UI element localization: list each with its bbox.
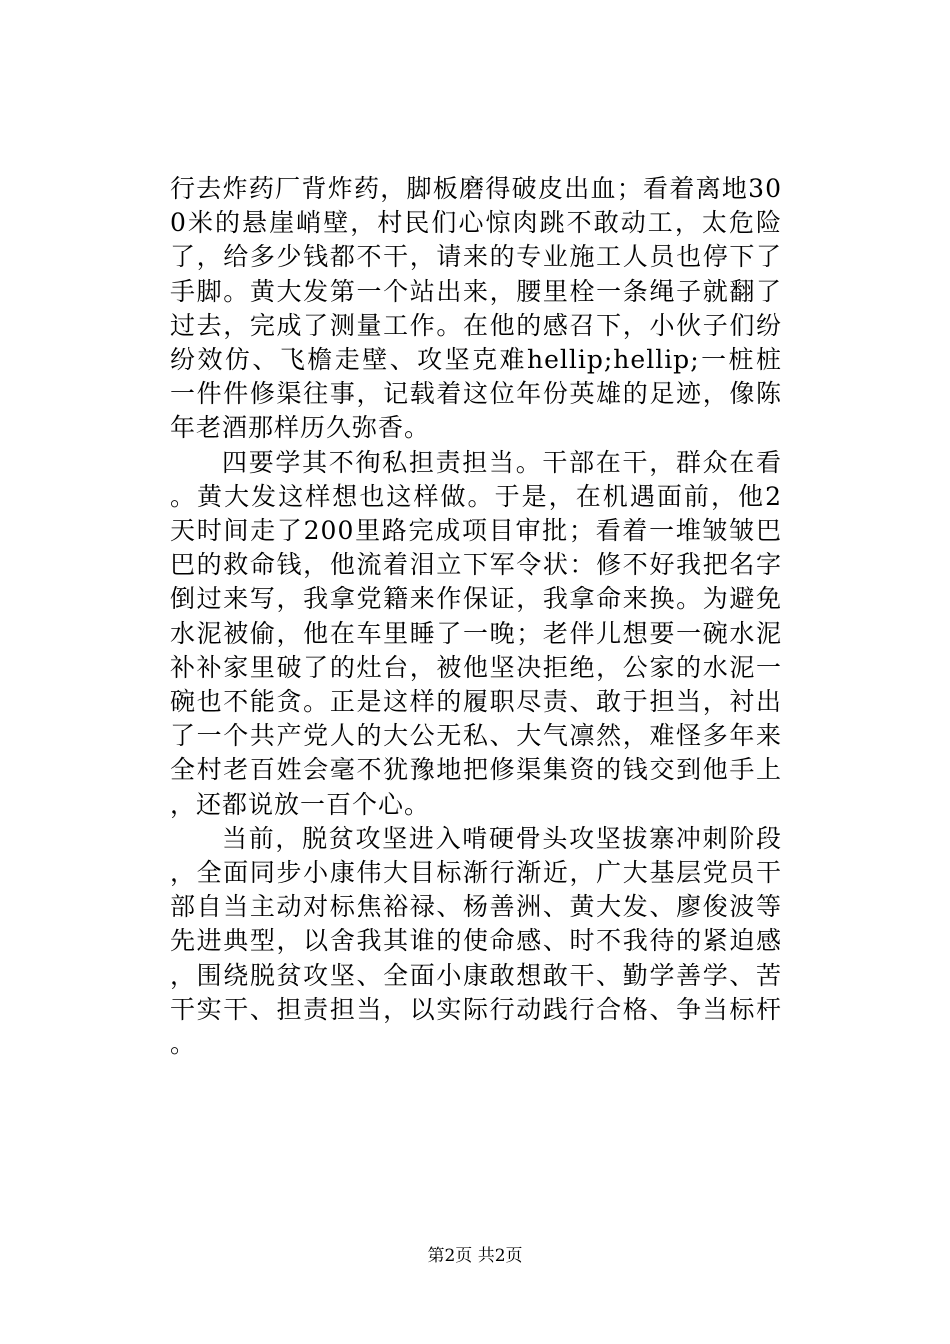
paragraph-continued: 行去炸药厂背炸药，脚板磨得破皮出血；看着离地300米的悬崖峭壁，村民们心惊肉跳不敢动工，太危险了，给多少钱都不干，请来的专业施工人员也停下了手脚。黄大发第一个站出来，腰里栓一条绳子就翻了过去，完成了测量工作。在他的感召下，小伙子们纷纷效仿、飞檐走壁、攻坚克难hellip;hellip;一桩桩一件件修渠往事，记载着这位年份英雄的足迹，像陈年老酒那样历久弥香。 <box>170 174 782 443</box>
document-body <box>170 172 782 1061</box>
paragraph-section-four: 四要学其不徇私担责担当。干部在干，群众在看。黄大发这样想也这样做。于是，在机遇面前，他2天时间走了200里路完成项目审批；看着一堆皱皱巴巴的救命钱，他流着泪立下军令状：修不好我把名字倒过来写，我拿党籍来作保证，我拿命来换。为避免水泥被偷，他在车里睡了一晚；老伴儿想要一碗水泥补补家里破了的灶台，被他坚决拒绝，公家的水泥一碗也不能贪。正是这样的履职尽责、敢于担当，衬出了一个共产党人的大公无私、大气凛然，难怪多年来全村老百姓会毫不犹豫地把修渠集资的钱交到他手上，还都说放一百个心。 <box>170 447 782 819</box>
page-number-label: 第2页 共2页 <box>427 1246 523 1266</box>
paragraph-conclusion: 当前，脱贫攻坚进入啃硬骨头攻坚拔寨冲刺阶段，全面同步小康伟大目标渐行渐近，广大基层党员干部自当主动对标焦裕禄、杨善洲、黄大发、廖俊波等先进典型，以舍我其谁的使命感、时不我待的紧迫感，围绕脱贫攻坚、全面小康敢想敢干、勤学善学、苦干实干、担责担当，以实际行动践行合格、争当标杆。 <box>170 823 782 1059</box>
page-footer <box>0 1245 950 1267</box>
